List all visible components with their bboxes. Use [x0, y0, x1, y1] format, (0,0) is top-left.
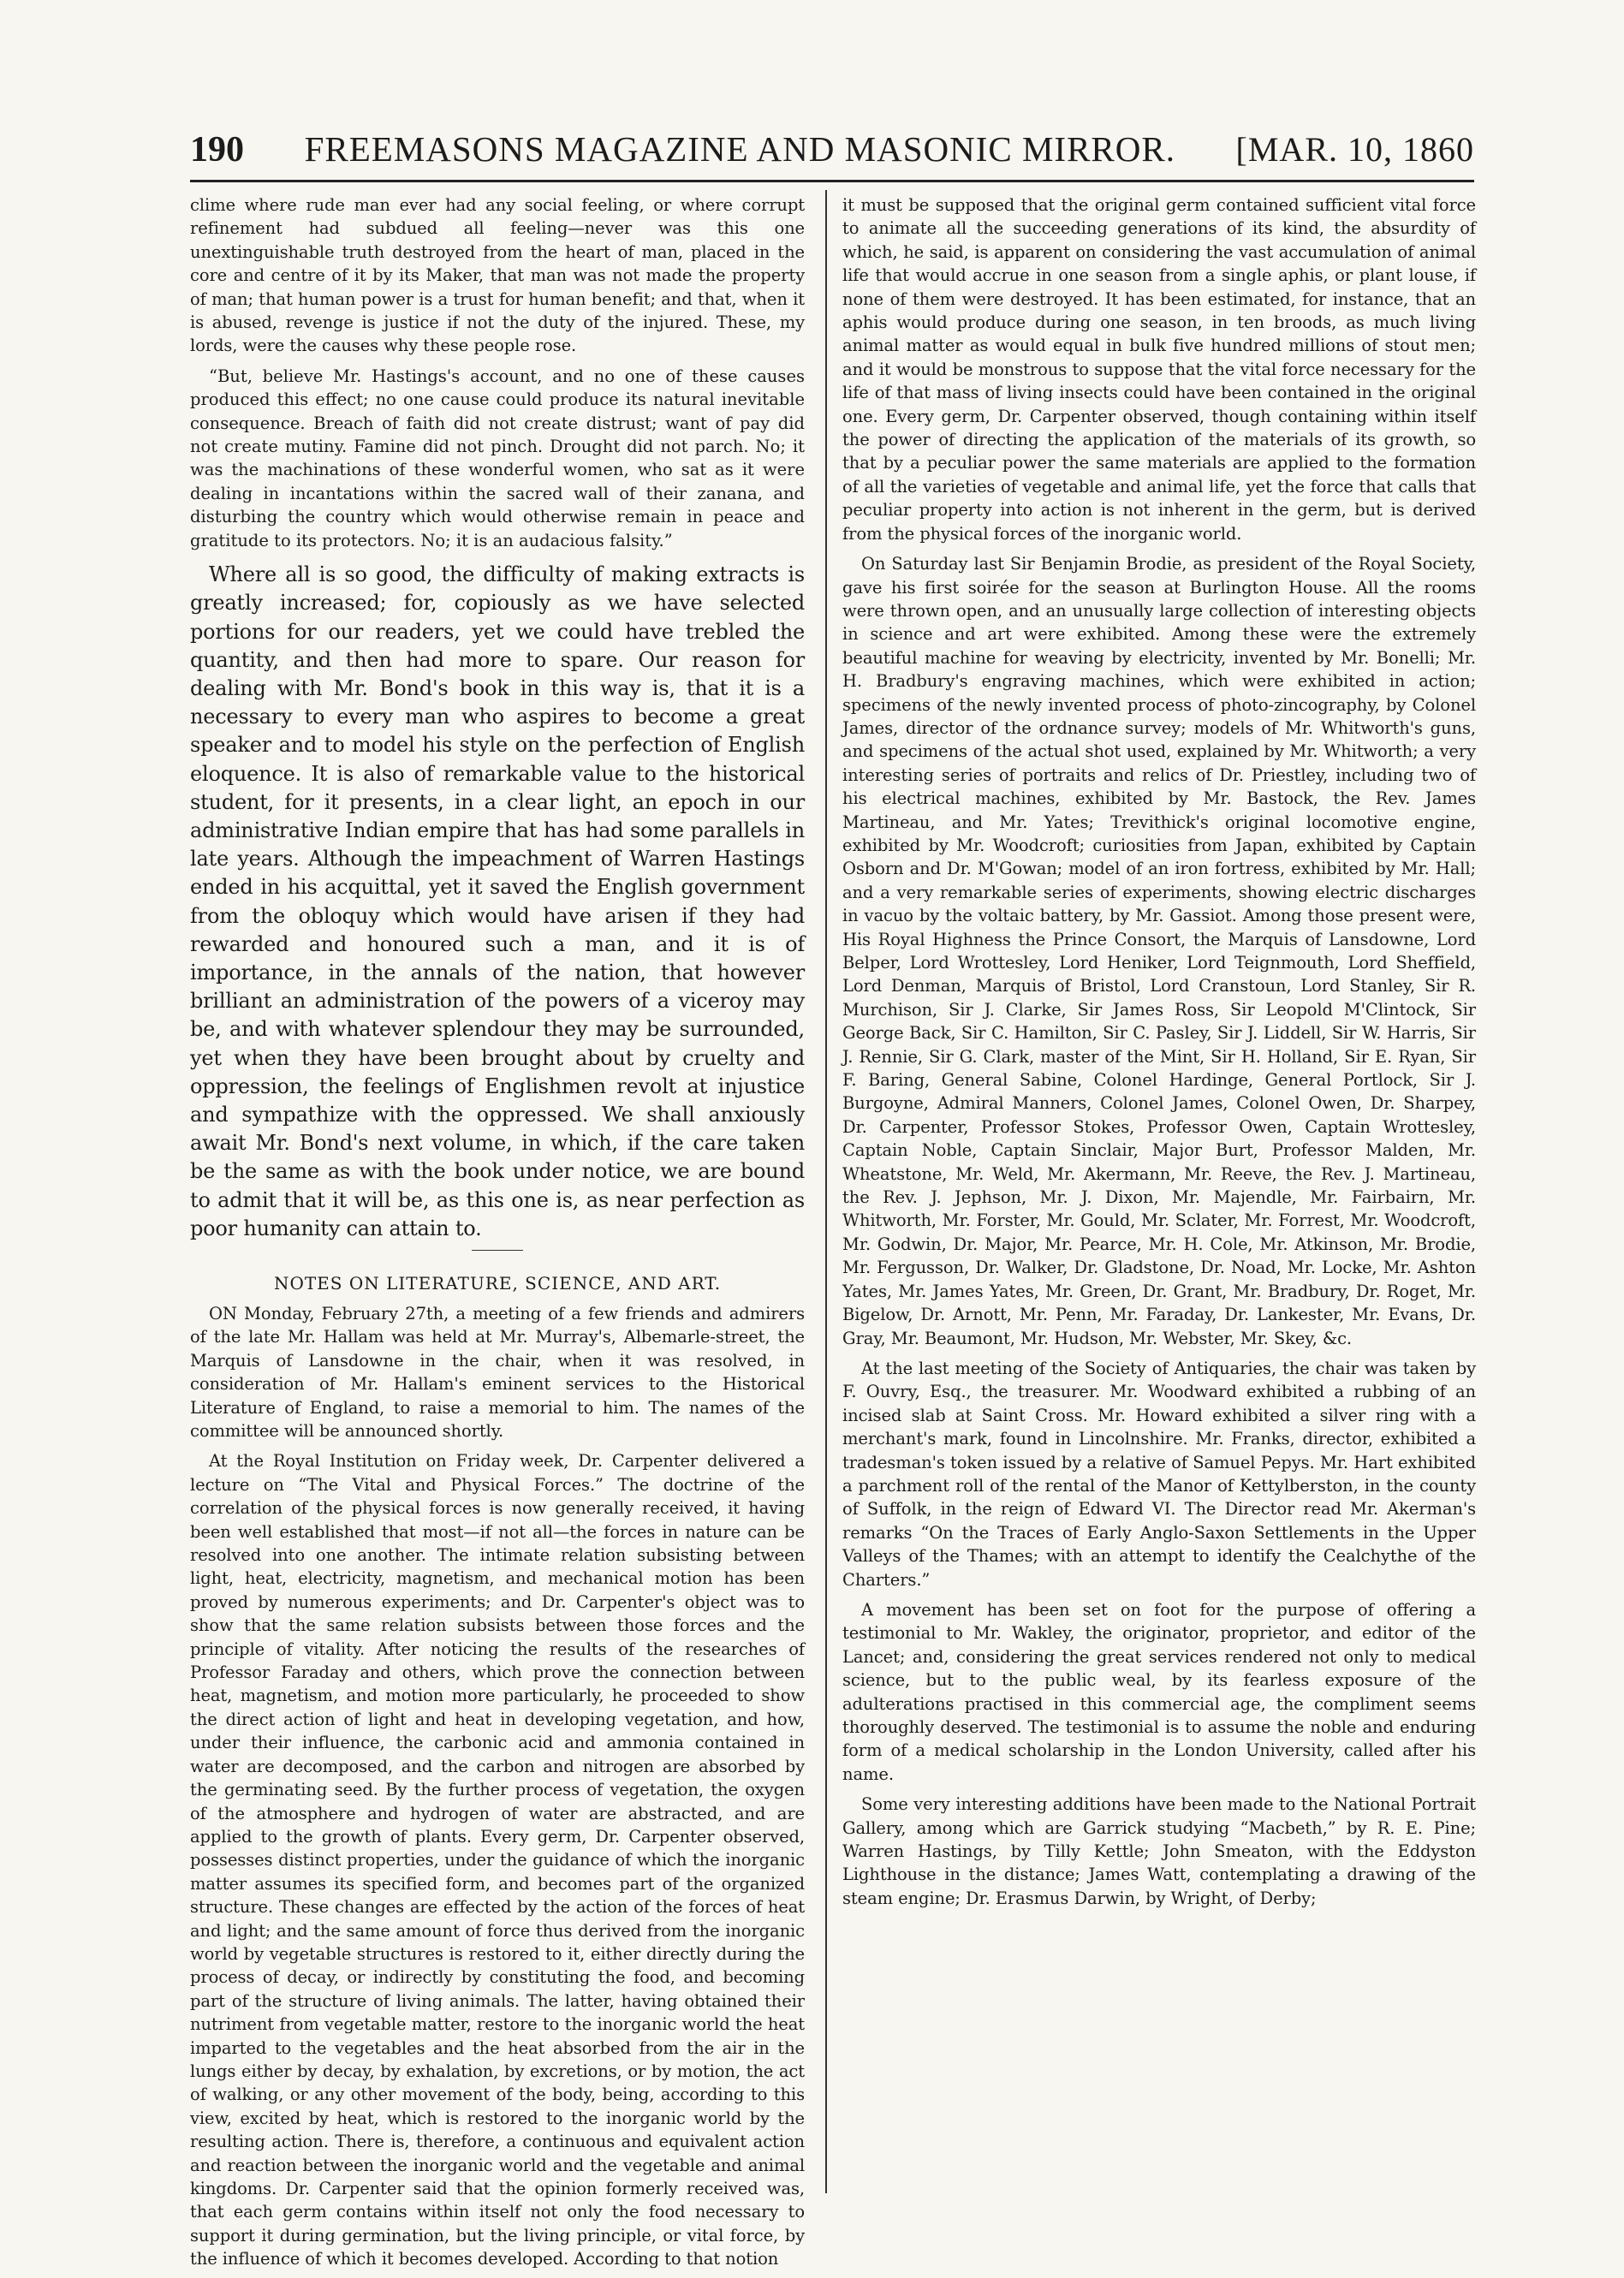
paragraph-review-conclusion: Where all is so good, the difficulty of making extracts is greatly increased; for, copiously as we have selected portions for our readers, yet we could have trebled the quantity, and then had more to spare. Our reason for dealing with Mr. Bond's book in this way is, that it is a necessary to every man who aspires to become a great speaker and to model his style on the perfection of English eloquence. It is also of remarkable value to the historical student, for it presents, in a clear light, an epoch in our administrative Indian empire that has had some parallels in late years. Although the impeachment of Warren Hastings ended in his acquittal, yet it saved the English government from the obloquy which would have arisen if they had rewarded and honoured such a man, and it is of importance, in the annals of the nation, that however brilliant an administration of the powers of a viceroy may be, and with whatever splendour they may be surrounded, yet when they have been brought about by cruelty and oppression, the feelings of Englishmen revolt at injustice and sympathize with the oppressed. We shall anxiously await Mr. Bond's next volume, in which, if the care taken be the same as with the book under notice, we are bound to admit that it will be, as this one is, as near perfection as poor humanity can attain to. — [190, 562, 805, 1240]
paragraph-national-portrait-gallery: Some very interesting additions have been made to the National Portrait Gallery, among which are Garrick studying “Macbeth,” by R. E. Pine; Warren Hastings, by Tilly Kettle; John Smeaton, with the Eddyston Lighthouse in the distance; James Watt, contemplating a drawing of the steam engine; Dr. Erasmus Darwin, by Wright, of Derby; — [842, 1794, 1476, 1908]
issue-date: [MAR. 10, 1860 — [1235, 130, 1474, 169]
magazine-title: FREEMASONS MAGAZINE AND MASONIC MIRROR. — [304, 129, 1175, 169]
paragraph-hallam-memorial: ON Monday, February 27th, a meeting of a few friends and admirers of the late Mr. Hallam was held at Mr. Murray's, Albemarle-street, the Marquis of Lansdowne in the chair, when it was resolved, in consideration of Mr. Hallam's eminent services to the Historical Literature of England, to raise a memorial to him. The names of the committee will be announced shortly. — [190, 1303, 805, 1441]
masthead — [190, 128, 1474, 171]
paragraph-royal-society-soiree: On Saturday last Sir Benjamin Brodie, as president of the Royal Society, gave his first soirée for the season at Burlington House. All the rooms were thrown open, and an unusually large collection of interesting objects in science and art were exhibited. Among these were the extremely beautiful machine for weaving by electricity, invented by Mr. Bonelli; Mr. H. Bradbury's engraving machines, which were exhibited in action; specimens of the newly invented process of photo-zincography, by Colonel James, director of the ordnance survey; models of Mr. Whitworth's guns, and specimens of the actual shot used, explained by Mr. Whitworth; a very interesting series of portraits and relics of Dr. Priestley, including two of his electrical machines, exhibited by Mr. Bastock, the Rev. James Martineau, and Mr. Yates; Trevithick's original locomotive engine, exhibited by Mr. Woodcroft; curiosities from Japan, exhibited by Captain Osborn and Dr. M'Gowan; model of an iron fortress, exhibited by Mr. Hall; and a very remarkable series of experiments, showing electric discharges in vacuo by the voltaic battery, by Mr. Gassiot. Among those present were, His Royal Highness the Prince Consort, the Marquis of Lansdowne, Lord Belper, Lord Wrottesley, Lord Heniker, Lord Teignmouth, Lord Sheffield, Lord Denman, Marquis of Bristol, Lord Cranstoun, Lord Stanley, Sir R. Murchison, Sir J. Clarke, Sir James Ross, Sir Leopold M'Clintock, Sir George Back, Sir C. Hamilton, Sir C. Pasley, Sir J. Liddell, Sir W. Harris, Sir J. Rennie, Sir G. Clark, master of the Mint, Sir H. Holland, Sir E. Ryan, Sir F. Baring, General Sabine, Colonel Hardinge, General Portlock, Sir J. Burgoyne, Admiral Manners, Colonel James, Colonel Owen, Dr. Sharpey, Dr. Carpenter, Professor Stokes, Professor Owen, Captain Wrottesley, Captain Noble, Captain Sinclair, Major Burt, Professor Malden, Mr. Wheatstone, Mr. Weld, Mr. Akermann, Mr. Reeve, the Rev. J. Martineau, the Rev. J. Jephson, Mr. J. Dixon, Mr. Majendle, Mr. Fairbairn, Mr. Whitworth, Mr. Forster, Mr. Gould, Mr. Sclater, Mr. Forrest, Mr. Woodcroft, Mr. Godwin, Dr. Major, Mr. Pearce, Mr. H. Cole, Mr. Atkinson, Mr. Brodie, Mr. Fergusson, Dr. Walker, Dr. Gladstone, Dr. Noad, Mr. Locke, Mr. Ashton Yates, Mr. James Yates, Mr. Green, Dr. Grant, Mr. Bradbury, Dr. Roget, Mr. Bigelow, Dr. Arnott, Mr. Penn, Mr. Faraday, Dr. Lankester, Mr. Evans, Dr. Gray, Mr. Beaumont, Mr. Hudson, Mr. Webster, Mr. Skey, &c. — [842, 554, 1476, 1348]
section-separator — [472, 1250, 523, 1251]
paragraph-carpenter-lecture: At the Royal Institution on Friday week, Dr. Carpenter delivered a lecture on “The Vital and Physical Forces.” The doctrine of the correlation of the physical forces is now generally received, it having been well established that most—if not all—the forces in nature can be resolved into one another. The intimate relation subsisting between light, heat, electricity, magnetism, and mechanical motion has been proved by numerous experiments; and Dr. Carpenter's object was to show that the same relation subsists between those forces and the principle of vitality. After noticing the results of the researches of Professor Faraday and others, which prove the connection between heat, magnetism, and motion more particularly, he proceeded to show the direct action of light and heat in developing vegetation, and how, under their influence, the carbonic acid and ammonia contained in water are decomposed, and the carbon and nitrogen are absorbed by the germinating seed. By the further process of vegetation, the oxygen of the atmosphere and hydrogen of water are abstracted, and are applied to the growth of plants. Every germ, Dr. Carpenter observed, possesses distinct properties, under the guidance of which the inorganic matter assumes its specified form, and becomes part of the organized structure. These changes are effected by the action of the forces of heat and light; and the same amount of force thus derived from the inorganic world by vegetable structures is restored to it, either directly during the process of decay, or indirectly by constituting the food, and becoming part of the structure of living animals. The latter, having obtained their nutriment from vegetable matter, restore to the inorganic world the heat imparted to the vegetables and the heat absorbed from the air in the lungs either by decay, by exhalation, by excretions, or by motion, the act of walking, or any other movement of the body, being, according to this view, excited by heat, which is restored to the inorganic world by the resulting action. There is, therefore, a continuous and equivalent action and reaction between the inorganic world and the vegetable and animal kingdoms. Dr. Carpenter said that the opinion formerly received was, that each germ contains within itself not only the food necessary to support it during germination, but the living principle, or vital force, by the influence of which it becomes developed. According to that notion — [190, 1451, 805, 2269]
paragraph-lecture-continued: it must be supposed that the original germ contained sufficient vital force to animate all the succeeding generations of its kind, the absurdity of which, he said, is apparent on considering the vast accumulation of animal life that would accrue in one season from a single aphis, or plant louse, if none of them were destroyed. It has been estimated, for instance, that an aphis would produce during one season, in ten broods, as much living animal matter as would equal in bulk five hundred millions of stout men; and it would be monstrous to suppose that the vital force necessary for the life of that mass of living insects could have been contained in the original one. Every germ, Dr. Carpenter observed, though containing within itself the power of directing the application of the materials of its growth, so that by a peculiar power the same materials are applied to the formation of all the varieties of vegetable and animal life, yet the force that calls that peculiar property into action is not inherent in the germ, but is derived from the physical forces of the inorganic world. — [842, 195, 1476, 544]
right-column — [842, 193, 1476, 1917]
column-divider — [825, 190, 827, 2193]
header-rule — [190, 180, 1474, 182]
paragraph-quote-hastings: “But, believe Mr. Hastings's account, and no one of these causes produced this effect; no one cause could produce its natural inevitable consequence. Breach of faith did not create distrust; want of pay did not create mutiny. Famine did not pinch. Drought did not parch. No; it was the machinations of these wonderful women, who sat as it were dealing in incantations within the sacred wall of their zanana, and disturbing the country which would otherwise remain in peace and gratitude to its protectors. No; it is an audacious falsity.” — [190, 366, 805, 550]
left-column — [190, 193, 805, 2278]
paragraph-wakley-testimonial: A movement has been set on foot for the purpose of offering a testimonial to Mr. Wakley, the originator, proprietor, and editor of the Lancet; and, considering the great services rendered not only to medical science, but to the public weal, by its fearless exposure of the adulterations practised in this commercial age, the compliment seems thoroughly deserved. The testimonial is to assume the noble and enduring form of a medical scholarship in the London University, called after his name. — [842, 1599, 1476, 1784]
section-title: NOTES ON LITERATURE, SCIENCE, AND ART. — [273, 1272, 722, 1294]
paragraph-society-of-antiquaries: At the last meeting of the Society of Antiquaries, the chair was taken by F. Ouvry, Esq., the treasurer. Mr. Woodward exhibited a rubbing of an incised slab at Saint Cross. Mr. Howard exhibited a silver ring with a merchant's mark, found in Lincolnshire. Mr. Franks, director, exhibited a tradesman's token issued by a relative of Samuel Pepys. Mr. Hart exhibited a parchment roll of the rental of the Manor of Kettylberston, in the county of Suffolk, in the reign of Edward VI. The Director read Mr. Akerman's remarks “On the Traces of Early Anglo-Saxon Settlements in the Upper Valleys of the Thames; with an attempt to identify the Cealchythe of the Charters.” — [842, 1358, 1476, 1590]
paragraph-continued-speech: clime where rude man ever had any social feeling, or where corrupt refinement had subdued all feeling—never was this one unextinguishable truth destroyed from the heart of man, placed in the core and centre of it by its Maker, that man was not made the property of man; that human power is a trust for human benefit; and that, when it is abused, revenge is justice if not the duty of the injured. These, my lords, were the causes why these people rose. — [190, 195, 805, 356]
page-number: 190 — [190, 130, 244, 170]
